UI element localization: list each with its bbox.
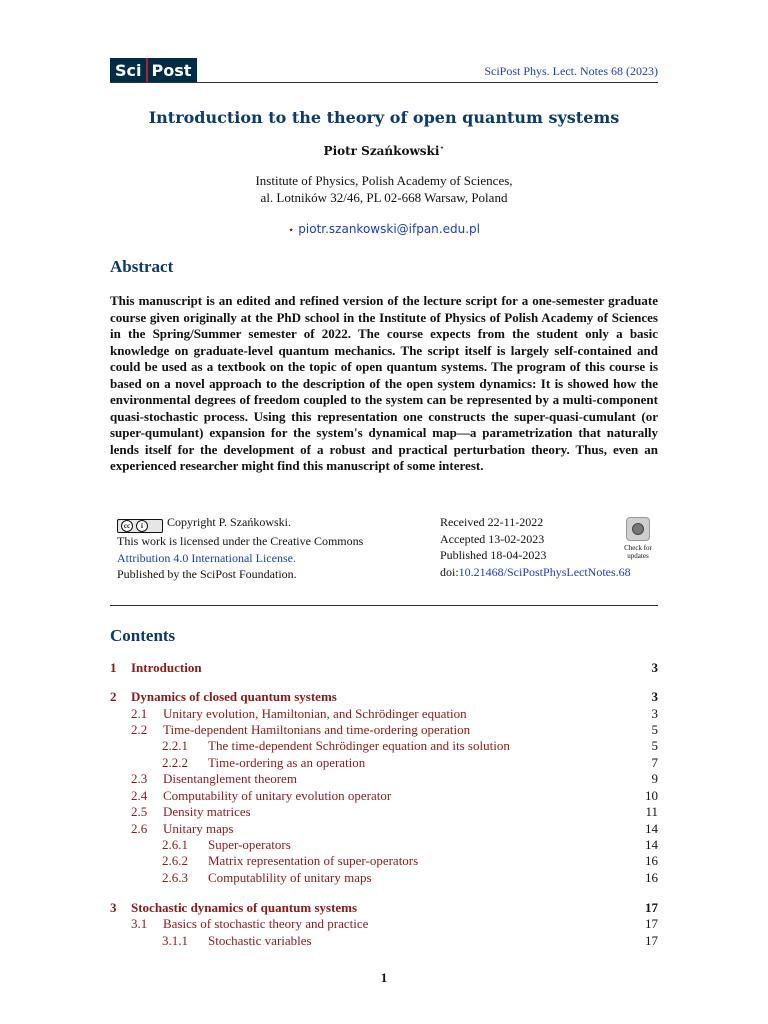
toc-title-link[interactable]: Basics of stochastic theory and practice	[163, 916, 369, 931]
section-divider	[110, 605, 658, 606]
toc-number: 2.6	[131, 821, 148, 836]
toc-title-link[interactable]: Matrix representation of super-operators	[208, 853, 419, 868]
toc-title-link[interactable]: Introduction	[131, 660, 202, 675]
contents-heading: Contents	[110, 626, 176, 645]
abstract-heading: Abstract	[110, 257, 174, 276]
toc-page-number: 3	[651, 689, 658, 704]
affiliation	[110, 172, 658, 206]
toc-entry[interactable]	[110, 788, 658, 804]
toc-page-number: 5	[651, 738, 658, 753]
toc-number: 2.6.2	[162, 853, 188, 868]
toc-entry[interactable]	[110, 804, 658, 820]
toc-title-link[interactable]: Disentanglement theorem	[163, 771, 297, 786]
toc-number: 3.1	[131, 916, 148, 931]
author-name: Piotr Szańkowski	[323, 144, 440, 158]
license-line: This work is licensed under the Creative Commons	[117, 534, 364, 548]
toc-title-link[interactable]: Super-operators	[208, 837, 291, 852]
toc-page-number: 17	[645, 916, 658, 931]
toc-page-number: 17	[645, 933, 658, 948]
publisher-line: Published by the SciPost Foundation.	[117, 567, 297, 582]
toc-page-number: 14	[645, 837, 658, 852]
toc-title-link[interactable]: Time-ordering as an operation	[208, 755, 366, 770]
toc-number: 2	[110, 689, 117, 704]
doi-label: doi:	[440, 564, 459, 579]
toc-entry[interactable]	[110, 755, 658, 771]
affiliation-line-1: Institute of Physics, Polish Academy of Sciences,	[255, 173, 513, 188]
scipost-logo[interactable]	[110, 58, 197, 83]
toc-number: 2.5	[131, 804, 148, 819]
doi-line	[440, 564, 631, 581]
toc-entry[interactable]	[110, 689, 658, 705]
journal-reference-link[interactable]: SciPost Phys. Lect. Notes 68 (2023)	[484, 64, 658, 78]
header-divider	[110, 82, 658, 83]
toc-number: 2.1	[131, 706, 148, 721]
toc-page-number: 16	[645, 853, 658, 868]
toc-title-link[interactable]: Unitary maps	[163, 821, 234, 836]
toc-entry[interactable]	[110, 706, 658, 722]
toc-number: 3	[110, 900, 117, 915]
toc-page-number: 14	[645, 821, 658, 836]
check-updates-line-2: updates	[627, 552, 649, 560]
toc-page-number: 5	[651, 722, 658, 737]
toc-number: 1	[110, 660, 117, 675]
license-link[interactable]: Attribution 4.0 International License.	[117, 550, 296, 565]
toc-title-link[interactable]: Time-dependent Hamiltonians and time-ordering operation	[163, 722, 471, 737]
toc-entry[interactable]	[110, 738, 658, 754]
email-link[interactable]: piotr.szankowski@ifpan.edu.pl	[298, 222, 480, 236]
toc-page-number: 16	[645, 870, 658, 885]
copyright-text: Copyright P. Szańkowski.	[167, 515, 292, 529]
dates-block	[440, 514, 631, 580]
toc-entry[interactable]	[110, 933, 658, 949]
copyright-line	[117, 514, 417, 533]
author-line	[110, 143, 658, 158]
toc-entry[interactable]	[110, 837, 658, 853]
toc-entry[interactable]	[110, 916, 658, 932]
toc-title-link[interactable]: Stochastic dynamics of quantum systems	[131, 900, 358, 915]
license-block	[117, 514, 417, 583]
toc-entry[interactable]	[110, 660, 658, 676]
toc-number: 2.6.3	[162, 870, 188, 885]
toc-title-link[interactable]: The time-dependent Schrödinger equation and its solution	[208, 738, 510, 753]
toc-number: 2.4	[131, 788, 148, 803]
check-updates-line-1: Check for	[624, 544, 652, 552]
check-updates-icon	[626, 517, 650, 541]
abstract-text: This manuscript is an edited and refined version of the lecture script for a one-semester graduate course given originally at the PhD school in the Institute of Physics of Polish Academy of Sciences in the Spring/Summer semester of 2022. The course expects from the student only a basic knowledge on graduate-level quantum mechanics. The script itself is largely self-contained and could be used as a textbook on the topic of open quantum systems. The program of this course is based on a novel approach to the description of the open system dynamics: It is showed how the environmental degrees of freedom coupled to the system can be represented by a multi-component quasi-stochastic process. Using this representation one constructs the super-quasi-cumulant (or super-qumulant) expansion for the system's dynamical map—a parametrization that naturally lends itself for the development of a robust and practical perturbation theory. Thus, even an experienced researcher might find this manuscript of some interest.	[110, 293, 658, 473]
logo-sci: Sci	[110, 58, 146, 83]
toc-number: 2.2	[131, 722, 148, 737]
email-line	[110, 222, 658, 236]
toc-title-link[interactable]: Dynamics of closed quantum systems	[131, 689, 337, 704]
toc-page-number: 7	[651, 755, 658, 770]
toc-title-link[interactable]: Unitary evolution, Hamiltonian, and Schrödinger equation	[163, 706, 467, 721]
toc-number: 2.3	[131, 771, 148, 786]
check-for-updates-badge[interactable]	[618, 517, 658, 560]
doi-link[interactable]: 10.21468/SciPostPhysLectNotes.68	[458, 564, 631, 579]
toc-entry[interactable]	[110, 870, 658, 886]
email-mark: ⋆	[288, 225, 295, 236]
toc-entry[interactable]	[110, 900, 658, 916]
toc-number: 2.2.1	[162, 738, 188, 753]
accepted-date: Accepted 13-02-2023	[440, 531, 545, 546]
author-mark: ⋆	[439, 143, 445, 152]
toc-number: 2.6.1	[162, 837, 188, 852]
toc-title-link[interactable]: Density matrices	[163, 804, 251, 819]
toc-number: 3.1.1	[162, 933, 188, 948]
toc-title-link[interactable]: Computablility of unitary maps	[208, 870, 372, 885]
toc-page-number: 9	[651, 771, 658, 786]
paper-title: Introduction to the theory of open quantum systems	[148, 108, 620, 127]
toc-title-link[interactable]: Computability of unitary evolution operator	[163, 788, 392, 803]
toc-entry[interactable]	[110, 853, 658, 869]
received-date: Received 22-11-2022	[440, 515, 544, 529]
cc-by-icon: cc i	[117, 519, 163, 533]
published-date: Published 18-04-2023	[440, 548, 547, 563]
logo-post: Post	[148, 58, 198, 83]
toc-page-number: 3	[651, 660, 658, 675]
toc-title-link[interactable]: Stochastic variables	[208, 933, 312, 948]
toc-page-number: 3	[651, 706, 658, 721]
toc-page-number: 11	[645, 804, 658, 819]
toc-entry[interactable]	[110, 722, 658, 738]
page-number: 1	[380, 970, 388, 985]
toc-page-number: 17	[645, 900, 658, 915]
toc-entry[interactable]	[110, 771, 658, 787]
toc-page-number: 10	[645, 788, 658, 803]
toc-number: 2.2.2	[162, 755, 188, 770]
toc-entry[interactable]	[110, 821, 658, 837]
affiliation-line-2: al. Lotników 32/46, PL 02-668 Warsaw, Poland	[260, 190, 508, 205]
